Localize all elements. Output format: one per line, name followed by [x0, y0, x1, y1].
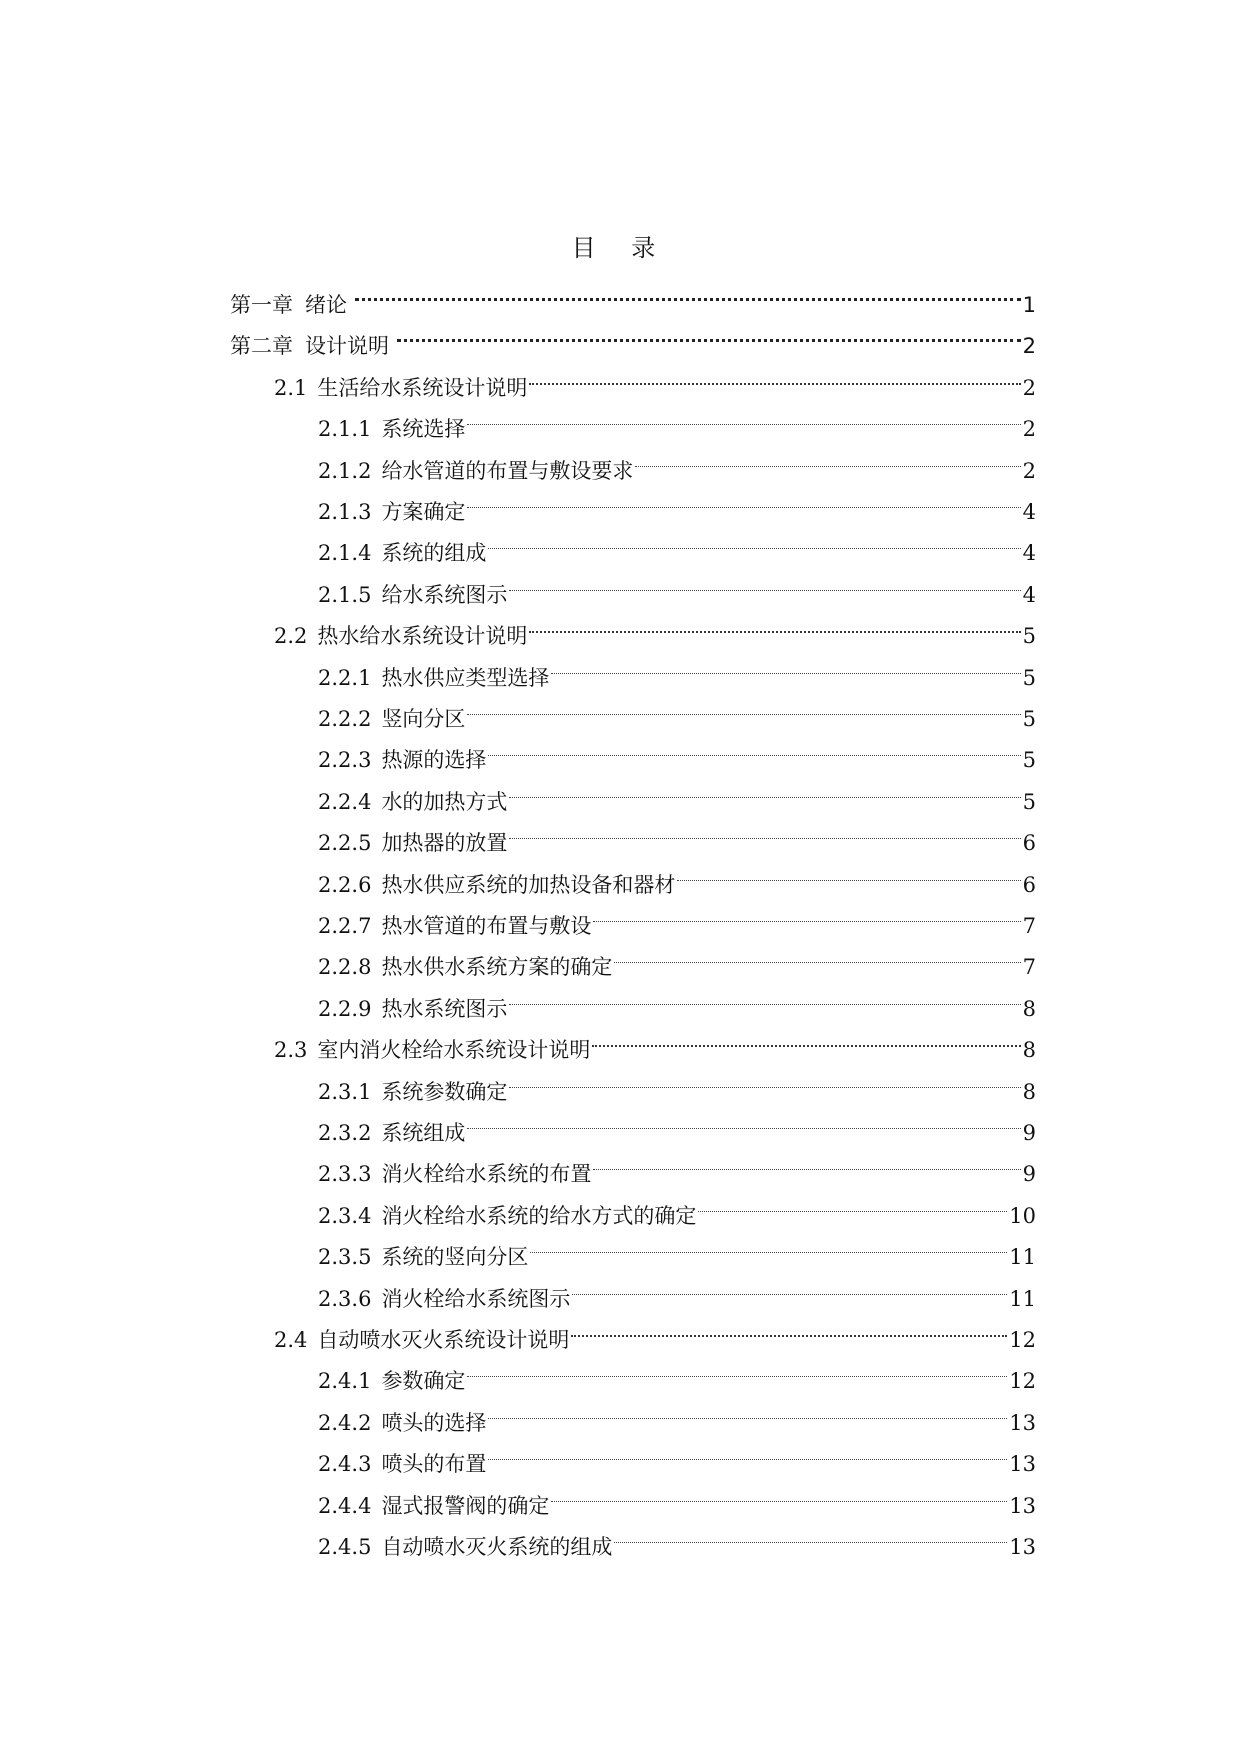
toc-dot-leader — [591, 1141, 1022, 1181]
toc-dot-leader — [696, 1183, 1009, 1223]
toc-entry-page-number: 13 — [1009, 1411, 1036, 1435]
toc-entry[interactable] — [318, 1431, 1036, 1476]
toc-entry-number: 2.1 — [274, 376, 308, 400]
toc-entry[interactable] — [318, 1514, 1036, 1559]
toc-entry[interactable] — [318, 1473, 1036, 1518]
toc-entry[interactable] — [318, 1183, 1036, 1228]
toc-dot-leader — [507, 562, 1022, 602]
toc-entry-text: 给水系统图示 — [381, 583, 508, 607]
toc-entry-page-number: 4 — [1022, 583, 1036, 607]
toc-dot-leader — [507, 810, 1022, 850]
toc-entry-page-number: 12 — [1009, 1328, 1036, 1352]
toc-entry-text: 湿式报警阀的确定 — [381, 1494, 550, 1518]
toc-dot-leader — [569, 1307, 1009, 1347]
toc-dot-leader — [507, 1059, 1022, 1099]
toc-dot-leader — [549, 645, 1022, 685]
toc-entry-text: 消火栓给水系统图示 — [381, 1287, 571, 1311]
toc-dot-leader — [465, 686, 1022, 726]
toc-entry-number: 2.3.5 — [318, 1245, 372, 1269]
toc-entry[interactable] — [318, 1059, 1036, 1104]
toc-entry-text: 自动喷水灭火系统设计说明 — [317, 1328, 570, 1352]
toc-entry-text: 自动喷水灭火系统的组成 — [381, 1535, 613, 1559]
toc-dot-leader — [465, 479, 1022, 519]
toc-entry-page-number: 11 — [1009, 1287, 1036, 1311]
toc-entry-number: 2.3.4 — [318, 1204, 372, 1228]
toc-dot-leader — [675, 852, 1022, 892]
toc-entry-number: 2.3.3 — [318, 1162, 372, 1186]
toc-entry[interactable] — [230, 313, 1036, 358]
toc-entry-number: 2.1.3 — [318, 500, 372, 524]
toc-dot-leader — [591, 893, 1022, 933]
toc-entry-text: 热水供应类型选择 — [381, 666, 550, 690]
toc-entry[interactable] — [318, 1224, 1036, 1269]
toc-entry-page-number: 5 — [1022, 624, 1036, 648]
toc-entry-page-number: 2 — [1022, 459, 1036, 483]
toc-dot-leader — [486, 1390, 1009, 1430]
toc-entry-page-number: 10 — [1009, 1204, 1036, 1228]
toc-entry-number: 2.4.4 — [318, 1494, 372, 1518]
toc-entry-page-number: 12 — [1009, 1369, 1036, 1393]
toc-entry-number: 2.4.2 — [318, 1411, 372, 1435]
toc-entry-page-number: 13 — [1009, 1535, 1036, 1559]
toc-entry-page-number: 11 — [1009, 1245, 1036, 1269]
toc-entry-number: 2.2.1 — [318, 666, 372, 690]
toc-entry-number: 第二章 — [230, 334, 293, 358]
toc-dot-leader — [570, 1266, 1009, 1306]
toc-entry-text: 竖向分区 — [381, 707, 466, 731]
toc-entry-number: 2.4.3 — [318, 1452, 372, 1476]
toc-entry[interactable] — [318, 976, 1036, 1021]
toc-entry[interactable] — [318, 479, 1036, 524]
toc-entry-page-number: 8 — [1022, 997, 1036, 1021]
toc-entry[interactable] — [318, 852, 1036, 897]
toc-entry[interactable] — [318, 438, 1036, 483]
toc-entry-page-number: 7 — [1022, 914, 1036, 938]
toc-entry-text: 水的加热方式 — [381, 790, 508, 814]
toc-dot-leader — [633, 438, 1022, 478]
toc-dot-leader — [507, 976, 1022, 1016]
toc-entry-page-number: 5 — [1022, 707, 1036, 731]
toc-entry-text: 喷头的选择 — [381, 1411, 487, 1435]
toc-entry[interactable] — [318, 769, 1036, 814]
toc-entry[interactable] — [230, 272, 1036, 317]
toc-entry-text: 绪论 — [305, 293, 347, 317]
toc-entry-text: 热水给水系统设计说明 — [317, 624, 528, 648]
toc-entry-number: 2.2.3 — [318, 748, 372, 772]
toc-entry-number: 2.3 — [274, 1038, 308, 1062]
toc-entry-text: 系统的竖向分区 — [381, 1245, 529, 1269]
toc-entry-text: 消火栓给水系统的布置 — [381, 1162, 592, 1186]
toc-entry[interactable] — [318, 934, 1036, 979]
toc-dot-leader — [486, 727, 1022, 767]
toc-title: 目 录 — [571, 234, 670, 262]
toc-dot-leader — [527, 603, 1022, 643]
toc-dot-leader — [486, 520, 1022, 560]
toc-entry[interactable] — [318, 686, 1036, 731]
toc-entry[interactable] — [318, 893, 1036, 938]
toc-dot-leader — [507, 769, 1022, 809]
toc-entry-page-number: 4 — [1022, 541, 1036, 565]
toc-dot-leader — [347, 272, 1023, 312]
toc-entry-page-number: 13 — [1009, 1494, 1036, 1518]
toc-entry-page-number: 1 — [1022, 293, 1036, 317]
toc-entry-number: 2.2 — [274, 624, 308, 648]
toc-entry-number: 2.2.9 — [318, 997, 372, 1021]
toc-entry-number: 2.2.5 — [318, 831, 372, 855]
toc-entry-page-number: 2 — [1022, 417, 1036, 441]
toc-entry[interactable] — [274, 355, 1036, 400]
toc-entry-page-number: 2 — [1022, 334, 1036, 358]
toc-entry-number: 2.2.4 — [318, 790, 372, 814]
toc-entry[interactable] — [318, 1390, 1036, 1435]
toc-entry-text: 生活给水系统设计说明 — [317, 376, 528, 400]
toc-entry-text: 方案确定 — [381, 500, 466, 524]
toc-entry-number: 2.2.8 — [318, 955, 372, 979]
toc-entry[interactable] — [274, 1307, 1036, 1352]
toc-entry-text: 系统的组成 — [381, 541, 487, 565]
toc-entry[interactable] — [318, 1100, 1036, 1145]
toc-entry-number: 2.4.5 — [318, 1535, 372, 1559]
toc-entry-text: 参数确定 — [381, 1369, 466, 1393]
toc-entry-number: 2.1.5 — [318, 583, 372, 607]
toc-entry-page-number: 5 — [1022, 748, 1036, 772]
toc-dot-leader — [465, 1100, 1022, 1140]
toc-entry-text: 室内消火栓给水系统设计说明 — [317, 1038, 591, 1062]
toc-dot-leader — [465, 396, 1022, 436]
toc-entry-text: 设计说明 — [305, 334, 389, 358]
toc-entry-page-number: 9 — [1022, 1162, 1036, 1186]
toc-entry-text: 系统选择 — [381, 417, 466, 441]
toc-entry-number: 2.2.2 — [318, 707, 372, 731]
toc-entry[interactable] — [318, 396, 1036, 441]
toc-dot-leader — [549, 1473, 1009, 1513]
toc-dot-leader — [389, 313, 1023, 353]
toc-entry[interactable] — [318, 1141, 1036, 1186]
toc-entry-page-number: 5 — [1022, 666, 1036, 690]
toc-dot-leader — [612, 934, 1022, 974]
toc-dot-leader — [486, 1431, 1009, 1471]
toc-entry-number: 第一章 — [230, 293, 293, 317]
toc-entry[interactable] — [274, 1017, 1036, 1062]
toc-entry-page-number: 13 — [1009, 1452, 1036, 1476]
toc-entry-number: 2.2.6 — [318, 873, 372, 897]
toc-entry-number: 2.3.6 — [318, 1287, 372, 1311]
toc-dot-leader — [528, 1224, 1009, 1264]
toc-entry-text: 热水供应系统的加热设备和器材 — [381, 873, 676, 897]
toc-entry[interactable] — [318, 520, 1036, 565]
toc-entry-page-number: 2 — [1022, 376, 1036, 400]
toc-entry-number: 2.1.2 — [318, 459, 372, 483]
toc-entry-text: 热水系统图示 — [381, 997, 508, 1021]
toc-entry[interactable] — [318, 810, 1036, 855]
toc-entry-page-number: 9 — [1022, 1121, 1036, 1145]
toc-entry-page-number: 6 — [1022, 873, 1036, 897]
toc-entry-number: 2.1.4 — [318, 541, 372, 565]
toc-entry[interactable] — [274, 603, 1036, 648]
toc-entry[interactable] — [318, 1266, 1036, 1311]
toc-entry-page-number: 5 — [1022, 790, 1036, 814]
toc-entry[interactable] — [318, 562, 1036, 607]
toc-entry-text: 消火栓给水系统的给水方式的确定 — [381, 1204, 697, 1228]
toc-entry-text: 系统组成 — [381, 1121, 466, 1145]
toc-entry-number: 2.1.1 — [318, 417, 372, 441]
toc-entry-number: 2.3.1 — [318, 1080, 372, 1104]
toc-entry-page-number: 4 — [1022, 500, 1036, 524]
toc-entry-text: 热水管道的布置与敷设 — [381, 914, 592, 938]
toc-entry-number: 2.4.1 — [318, 1369, 372, 1393]
toc-entry-number: 2.4 — [274, 1328, 308, 1352]
toc-entry-text: 加热器的放置 — [381, 831, 508, 855]
toc-entry-page-number: 7 — [1022, 955, 1036, 979]
toc-entry[interactable] — [318, 727, 1036, 772]
toc-entry-text: 系统参数确定 — [381, 1080, 508, 1104]
toc-entry-page-number: 6 — [1022, 831, 1036, 855]
toc-entry-text: 热水供水系统方案的确定 — [381, 955, 613, 979]
toc-entry-number: 2.3.2 — [318, 1121, 372, 1145]
toc-entry-text: 热源的选择 — [381, 748, 487, 772]
toc-entry-number: 2.2.7 — [318, 914, 372, 938]
toc-entry[interactable] — [318, 645, 1036, 690]
toc-entry[interactable] — [318, 1348, 1036, 1393]
toc-entry-page-number: 8 — [1022, 1038, 1036, 1062]
toc-dot-leader — [465, 1348, 1009, 1388]
toc-entry-text: 喷头的布置 — [381, 1452, 487, 1476]
toc-entry-text: 给水管道的布置与敷设要求 — [381, 459, 634, 483]
toc-dot-leader — [612, 1514, 1009, 1554]
toc-dot-leader — [590, 1017, 1022, 1057]
toc-entry-page-number: 8 — [1022, 1080, 1036, 1104]
toc-dot-leader — [527, 355, 1022, 395]
